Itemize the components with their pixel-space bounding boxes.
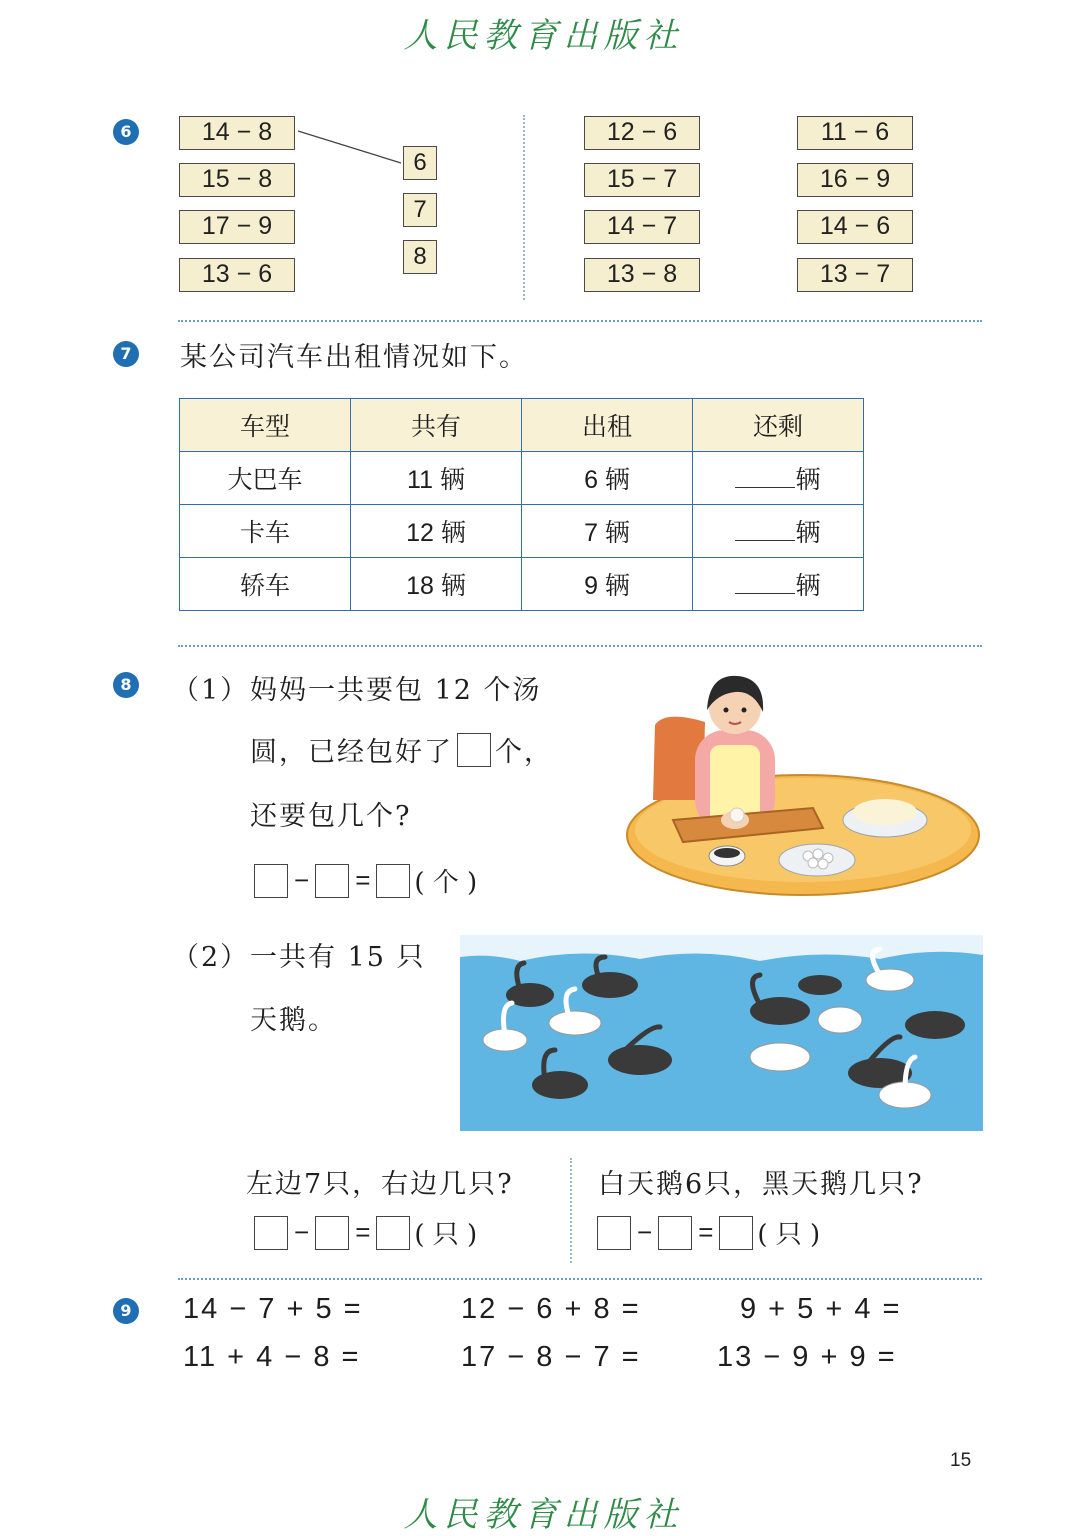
expression-card[interactable]: 13 − 8: [584, 258, 700, 292]
answer-box[interactable]: [658, 1216, 692, 1250]
table-row: [180, 452, 864, 505]
part-1-line-3: 还要包几个?: [250, 801, 412, 832]
answer-card[interactable]: 8: [403, 240, 437, 274]
question-number-7: 7: [113, 341, 139, 367]
expression-card[interactable]: 16 − 9: [797, 163, 913, 197]
expression-card[interactable]: 17 − 9: [179, 210, 295, 244]
cell-type: 大巴车: [180, 452, 351, 505]
answer-blank[interactable]: [735, 465, 795, 488]
question-number-8: 8: [113, 672, 139, 698]
right-question: 白天鹅6只，黑天鹅几只?: [598, 1169, 924, 1200]
page-number: 15: [950, 1450, 972, 1471]
equals-sign: =: [355, 1217, 371, 1247]
section-divider: [178, 320, 982, 322]
unit-label: 辆: [795, 571, 821, 600]
unit-label: ( 只 ): [414, 1220, 478, 1250]
cell-remaining[interactable]: [693, 452, 864, 505]
left-question: 左边7只，右边几只?: [246, 1169, 514, 1200]
calc-expression[interactable]: 12 − 6 + 8 =: [461, 1293, 641, 1325]
header-type: 车型: [180, 399, 351, 452]
answer-box[interactable]: [315, 864, 349, 898]
answer-box[interactable]: [254, 864, 288, 898]
vertical-divider: [570, 1158, 572, 1263]
part-2-label: （2）: [172, 942, 250, 973]
cell-rented: 7 辆: [522, 505, 693, 558]
calc-expression[interactable]: 11 + 4 − 8 =: [183, 1341, 361, 1373]
header-total: 共有: [351, 399, 522, 452]
minus-sign: −: [294, 1217, 310, 1247]
unit-label: 辆: [795, 465, 821, 494]
section-divider: [178, 645, 982, 647]
equation-left: [254, 1214, 477, 1251]
table-row: [180, 505, 864, 558]
answer-box[interactable]: [315, 1216, 349, 1250]
unit-label: ( 只 ): [757, 1220, 821, 1250]
table-header-row: [180, 399, 864, 452]
question-number-6: 6: [113, 119, 139, 145]
part-1-line-2a: 圆，已经包好了: [250, 737, 453, 768]
question-number-9: 9: [113, 1298, 139, 1324]
part-1-label: （1）: [172, 675, 250, 706]
calc-expression[interactable]: 17 − 8 − 7 =: [461, 1341, 641, 1373]
unit-label: ( 个 ): [414, 868, 478, 898]
vertical-divider: [523, 115, 525, 300]
section-divider: [178, 1278, 982, 1280]
part-1-line-2b: 个，: [495, 737, 553, 768]
cell-total: 18 辆: [351, 558, 522, 611]
publisher-logo-footer: 人民教育出版社: [403, 1495, 684, 1535]
answer-box[interactable]: [719, 1216, 753, 1250]
cell-total: 11 辆: [351, 452, 522, 505]
tangyuan-illustration: [625, 660, 985, 900]
equals-sign: =: [355, 865, 371, 895]
answer-card[interactable]: 6: [403, 146, 437, 180]
expression-card[interactable]: 11 − 6: [797, 116, 913, 150]
unit-label: 辆: [795, 518, 821, 547]
header-rented: 出租: [522, 399, 693, 452]
part-2-line-1: 一共有 15 只: [250, 942, 426, 973]
answer-blank[interactable]: [735, 571, 795, 594]
cell-rented: 9 辆: [522, 558, 693, 611]
calc-expression[interactable]: 14 − 7 + 5 =: [183, 1293, 363, 1325]
expression-card[interactable]: 15 − 7: [584, 163, 700, 197]
expression-card[interactable]: 13 − 6: [179, 258, 295, 292]
cell-remaining[interactable]: [693, 505, 864, 558]
expression-card[interactable]: 13 − 7: [797, 258, 913, 292]
cell-rented: 6 辆: [522, 452, 693, 505]
swans-illustration: [460, 935, 983, 1131]
part-2-line-2: 天鹅。: [250, 1005, 337, 1036]
expression-card[interactable]: 12 − 6: [584, 116, 700, 150]
expression-card[interactable]: 14 − 8: [179, 116, 295, 150]
expression-card[interactable]: 14 − 6: [797, 210, 913, 244]
answer-box[interactable]: [376, 1216, 410, 1250]
expression-card[interactable]: 14 − 7: [584, 210, 700, 244]
part-1-line-1: 妈妈一共要包 12 个汤: [250, 675, 542, 706]
cell-remaining[interactable]: [693, 558, 864, 611]
cell-type: 卡车: [180, 505, 351, 558]
equation-right: [597, 1214, 820, 1251]
question-7-text: 某公司汽车出租情况如下。: [180, 342, 528, 373]
answer-box[interactable]: [376, 864, 410, 898]
calc-expression[interactable]: 13 − 9 + 9 =: [717, 1341, 897, 1373]
equals-sign: =: [698, 1217, 714, 1247]
answer-box[interactable]: [597, 1216, 631, 1250]
publisher-logo-header: 人民教育出版社: [403, 16, 684, 56]
answer-blank[interactable]: [735, 518, 795, 541]
part-1-line-2: [250, 730, 553, 769]
cell-total: 12 辆: [351, 505, 522, 558]
table-row: [180, 558, 864, 611]
expression-card[interactable]: 15 − 8: [179, 163, 295, 197]
answer-box[interactable]: [254, 1216, 288, 1250]
minus-sign: −: [294, 865, 310, 895]
matching-line: [295, 125, 405, 170]
answer-card[interactable]: 7: [403, 193, 437, 227]
answer-box[interactable]: [457, 733, 491, 767]
rental-table: [179, 398, 864, 611]
cell-type: 轿车: [180, 558, 351, 611]
minus-sign: −: [637, 1217, 653, 1247]
calc-expression[interactable]: 9 + 5 + 4 =: [740, 1293, 902, 1325]
header-remaining: 还剩: [693, 399, 864, 452]
equation-part-1: [254, 862, 477, 899]
